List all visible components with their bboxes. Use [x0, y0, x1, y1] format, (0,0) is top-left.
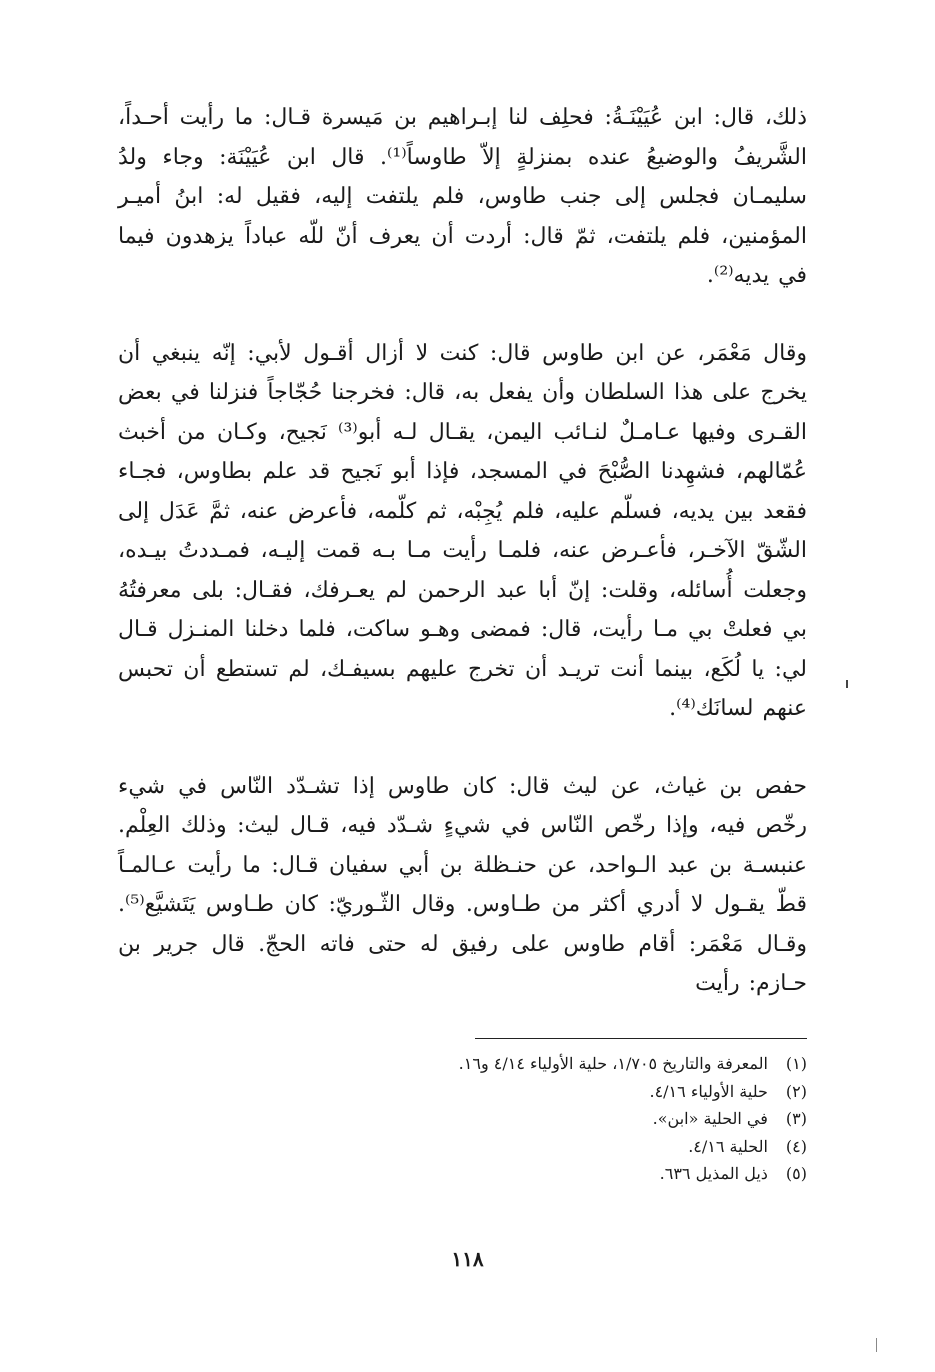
- scan-speck: [846, 680, 848, 688]
- footnote-text: حلية الأولياء ٤/١٦.: [649, 1081, 768, 1101]
- footnote-text: المعرفة والتاريخ ١/٧٠٥، حلية الأولياء ٤/١٤ و١٦.: [458, 1054, 768, 1073]
- footnote-5: [247, 1160, 807, 1188]
- page-number: ١١٨: [451, 1247, 484, 1271]
- footnote-2: [247, 1078, 807, 1106]
- footnotes-list: [247, 1050, 807, 1188]
- footnote-marker: (٢): [785, 1081, 807, 1101]
- footnote-text: ذيل المذيل ٦٣٦.: [659, 1164, 768, 1183]
- main-text: [118, 98, 807, 1004]
- footnote-3: [247, 1105, 807, 1133]
- footnote-1: [247, 1050, 807, 1078]
- paragraph-3: حفص بن غياث، عن ليث قال: كان طاوس إذا تشـدّد النّاس في شيء رخّص فيه، وإذا رخّص النّاس في شيءٍ شـدّد فيه، قـال ليث: وذلك العِلْم. عنبسـة بن عبد الـواحد، عن حنـظلة بن أبي سفيان قـال: ما رأيت عـالمـاً قطّ يقـول لا أدري أكثر من طـاوس. وقال الثّـوريّ: كان طـاوس يَتَشيَّع⁽⁵⁾. وقـال مَعْمَر: أقام طاوس على رفيق له حتى فاته الحجّ. قال جرير بن حـازم: رأيت: [118, 773, 807, 996]
- scan-speck: [876, 1338, 877, 1352]
- footnote-text: الحلية ٤/١٦.: [688, 1136, 768, 1156]
- footnote-marker: (٣): [785, 1109, 807, 1128]
- footnote-marker: (٥): [785, 1164, 807, 1183]
- paragraph-2: وقال مَعْمَر، عن ابن طاوس قال: كنت لا أزال أقـول لأبي: إنّه ينبغي أن يخرج على هذا السلطان وأن يفعل به، قال: فخرجنا حُجّاجاً فنزلنا في بعض القـرى وفيها عـامـلٌ لنـائب اليمن، يقـال لـه أبو⁽³⁾ نَجيح، وكـان من أخبث عُمّالهم، فشهِدنا الصُّبْحَ في المسجد، فإذا أبو نَجيح قد علم بطاوس، فجـاء فقعد بين يديه، فسلّم عليه، فلم يُجِبْه، ثم كلّمه، فأعرض عنه، ثمَّ عَدَل إلى الشّقّ الآخـر، فأعـرض عنه، فلمـا رأيت مـا بـه قمت إليـه، فمـددتُ بيـده، وجعلت أُسائله، وقلت: إنّ أبا عبد الرحمن لم يعـرفك، فقـال: بلى معرفتُهُ بي فعلتْ بي مـا رأيت، قال: فمضى وهـو ساكت، فلما دخلنا المنـزل قـال لي: يا لُكَع، بينما أنت تريـد أن تخرج عليهم بسيفـك، لم تستطع أن تحبس عنهم لسانَك⁽⁴⁾.: [118, 340, 807, 721]
- footnote-separator: [475, 1038, 807, 1039]
- footnote-4: [247, 1133, 807, 1161]
- footnote-marker: (١): [785, 1054, 807, 1073]
- footnote-marker: (٤): [785, 1136, 807, 1156]
- paragraph-1: ذلك، قال: ابن عُيَيْنَـةُ: فحلِف لنا إبـراهيم بن مَيسرة قـال: ما رأيت أحـداً، الشَّريفُ والوضيعُ عنده بمنزلةٍ إلاّ طاوساً⁽¹⁾. قال ابن عُيَيْنَة: وجاء ولدُ سليمـان فجلس إلى جنب طاوس، فلم يلتفت إليه، فقيل له: ابنُ أميـر المؤمنين، فلم يلتفت، ثمّ قال: أردت أن يعرف أنّ للّه عباداً يزهدون فيما في يديه⁽²⁾.: [118, 105, 807, 288]
- footnote-text: في الحلية «ابن».: [652, 1109, 768, 1128]
